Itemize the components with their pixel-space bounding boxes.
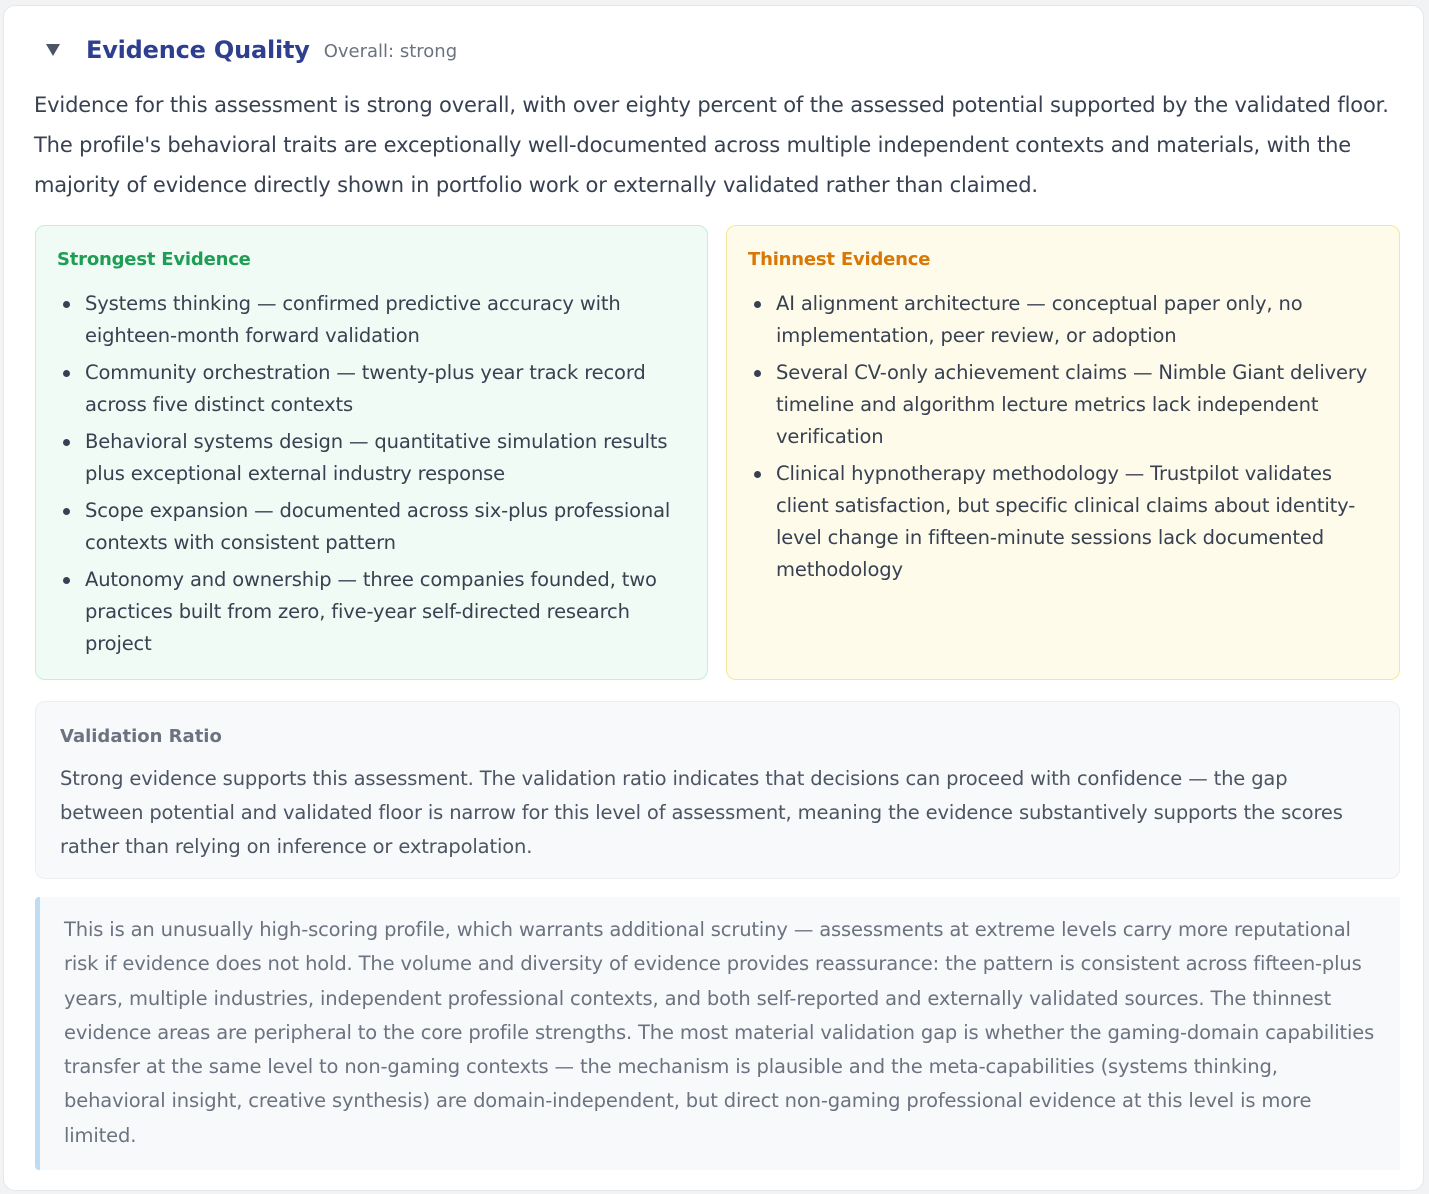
list-item: Clinical hypnotherapy methodology — Trustpilot validates client satisfaction, but specific clinical claims about identity-level change in fifteen-minute sessions lack documented methodology (748, 458, 1379, 586)
section-header[interactable] (42, 34, 457, 66)
validation-ratio-title: Validation Ratio (60, 726, 222, 747)
strongest-evidence-title: Strongest Evidence (57, 249, 251, 270)
list-item: Systems thinking — confirmed predictive accuracy with eighteen-month forward validation (57, 288, 687, 352)
thinnest-evidence-list (748, 288, 1379, 586)
section-title: Evidence Quality (86, 36, 310, 64)
thinnest-evidence-panel (726, 225, 1400, 680)
thinnest-evidence-title: Thinnest Evidence (748, 249, 931, 270)
summary-paragraph: Evidence for this assessment is strong overall, with over eighty percent of the assessed potential supported by the validated floor. The profile's behavioral traits are exceptionally well-documented across multiple independent contexts and materials, with the majority of evidence directly shown in portfolio work or externally validated rather than claimed. (34, 93, 1389, 197)
validation-ratio-text: Strong evidence supports this assessment. The validation ratio indicates that decisions can proceed with confidence — the gap between potential and validated floor is narrow for this level of assessment, meaning the evidence substantively supports the scores rather than relying on inference or extrapolation. (60, 767, 1343, 858)
scrutiny-note-text: This is an unusually high-scoring profile, which warrants additional scrutiny — assessments at extreme levels carry more reputational risk if evidence does not hold. The volume and diversity of evidence provides reassurance: the pattern is consistent across fifteen-plus years, multiple industries, independent professional contexts, and both self-reported and externally validated sources. The thinnest evidence areas are peripheral to the core profile strengths. The most material validation gap is whether the gaming-domain capabilities transfer at the same level to non-gaming contexts — the mechanism is plausible and the meta-capabilities (systems thinking, behavioral insight, creative synthesis) are domain-independent, but direct non-gaming professional evidence at this level is more limited. (64, 918, 1375, 1147)
list-item: Community orchestration — twenty-plus year track record across five distinct contexts (57, 357, 687, 421)
list-item: AI alignment architecture — conceptual paper only, no implementation, peer review, or adoption (748, 288, 1379, 352)
overall-rating: Overall: strong (323, 41, 458, 62)
list-item: Scope expansion — documented across six-plus professional contexts with consistent pattern (57, 495, 687, 559)
strongest-evidence-panel (35, 225, 708, 680)
list-item: Autonomy and ownership — three companies founded, two practices built from zero, five-year self-directed research project (57, 564, 687, 660)
triangle-down-icon[interactable] (42, 39, 64, 61)
scrutiny-note (35, 897, 1400, 1170)
strongest-evidence-list (57, 288, 687, 660)
validation-ratio-box (35, 701, 1400, 879)
list-item: Several CV-only achievement claims — Nimble Giant delivery timeline and algorithm lecture metrics lack independent verification (748, 357, 1379, 453)
list-item: Behavioral systems design — quantitative simulation results plus exceptional external industry response (57, 426, 687, 490)
evidence-quality-card (3, 5, 1424, 1191)
